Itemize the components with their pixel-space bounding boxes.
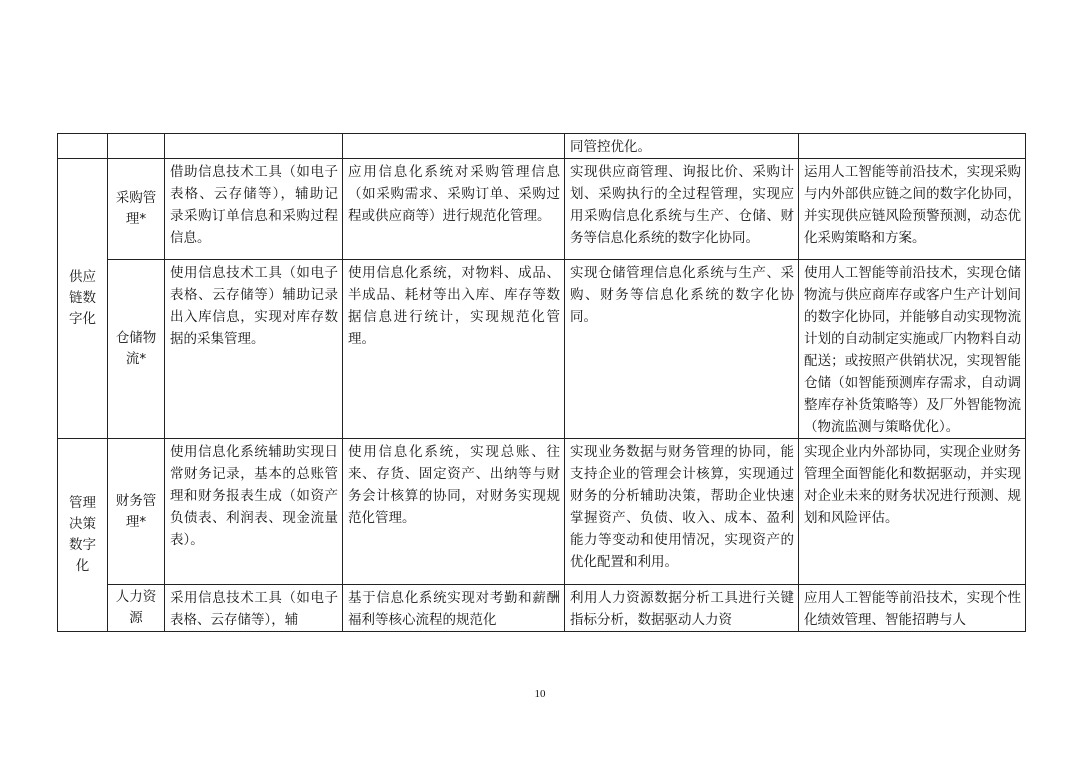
subcategory-hr: 人力资源: [108, 585, 165, 632]
level3-cell: 实现供应商管理、询报比价、采购计划、采购执行的全过程管理，实现应用采购信息化系统与生产、仓储、财务等信息化系统的数字化协同。: [565, 159, 799, 260]
category-management: 管理决策数字化: [58, 439, 108, 632]
table-row: [58, 439, 1026, 585]
level4-cell: [799, 134, 1026, 159]
level4-cell: 运用人工智能等前沿技术，实现采购与内外部供应链之间的数字化协同，并实现供应链风险预警预测，动态优化采购策略和方案。: [799, 159, 1026, 260]
level3-cell: 实现业务数据与财务管理的协同，能支持企业的管理会计核算，实现通过财务的分析辅助决策，帮助企业快速掌握资产、负债、收入、成本、盈利能力等变动和使用情况，实现资产的优化配置和利用。: [565, 439, 799, 585]
subcategory-warehousing: 仓储物流*: [108, 260, 165, 439]
table-row: [58, 134, 1026, 159]
level2-cell: 应用信息化系统对采购管理信息（如采购需求、采购订单、采购过程或供应商等）进行规范化管理。: [343, 159, 565, 260]
level3-cell: 同管控优化。: [565, 134, 799, 159]
level2-cell: 使用信息化系统，对物料、成品、半成品、耗材等出入库、库存等数据信息进行统计，实现规范化管理。: [343, 260, 565, 439]
level4-cell: 实现企业内外部协同，实现企业财务管理全面智能化和数据驱动，并实现对企业未来的财务状况进行预测、规划和风险评估。: [799, 439, 1026, 585]
subcategory-finance: 财务管理*: [108, 439, 165, 585]
level3-cell: 利用人力资源数据分析工具进行关键指标分析，数据驱动人力资: [565, 585, 799, 632]
level1-cell: 使用信息化系统辅助实现日常财务记录，基本的总账管理和财务报表生成（如资产负债表、利润表、现金流量表）。: [165, 439, 343, 585]
level1-cell: 使用信息技术工具（如电子表格、云存储等）辅助记录出入库信息，实现对库存数据的采集管理。: [165, 260, 343, 439]
level1-cell: 采用信息技术工具（如电子表格、云存储等），辅: [165, 585, 343, 632]
level2-cell: 使用信息化系统，实现总账、往来、存货、固定资产、出纳等与财务会计核算的协同，对财务实现规范化管理。: [343, 439, 565, 585]
subcategory-cell: [108, 134, 165, 159]
capability-table: [57, 133, 1026, 632]
level3-cell: 实现仓储管理信息化系统与生产、采购、财务等信息化系统的数字化协同。: [565, 260, 799, 439]
subcategory-procurement: 采购管理*: [108, 159, 165, 260]
table-row: [58, 260, 1026, 439]
category-cell: [58, 134, 108, 159]
level4-cell: 使用人工智能等前沿技术，实现仓储物流与供应商库存或客户生产计划间的数字化协同，并能够自动实现物流计划的自动制定实施或厂内物料自动配送；或按照产供销状况，实现智能仓储（如智能预测库存需求，自动调整库存补货策略等）及厂外智能物流（物流监测与策略优化）。: [799, 260, 1026, 439]
level1-cell: [165, 134, 343, 159]
level4-cell: 应用人工智能等前沿技术，实现个性化绩效管理、智能招聘与人: [799, 585, 1026, 632]
table-row: [58, 585, 1026, 632]
level2-cell: [343, 134, 565, 159]
level1-cell: 借助信息技术工具（如电子表格、云存储等），辅助记录采购订单信息和采购过程信息。: [165, 159, 343, 260]
table-row: [58, 159, 1026, 260]
page-number: 10: [534, 688, 546, 700]
level2-cell: 基于信息化系统实现对考勤和薪酬福利等核心流程的规范化: [343, 585, 565, 632]
category-supply-chain: 供应链数字化: [58, 159, 108, 439]
